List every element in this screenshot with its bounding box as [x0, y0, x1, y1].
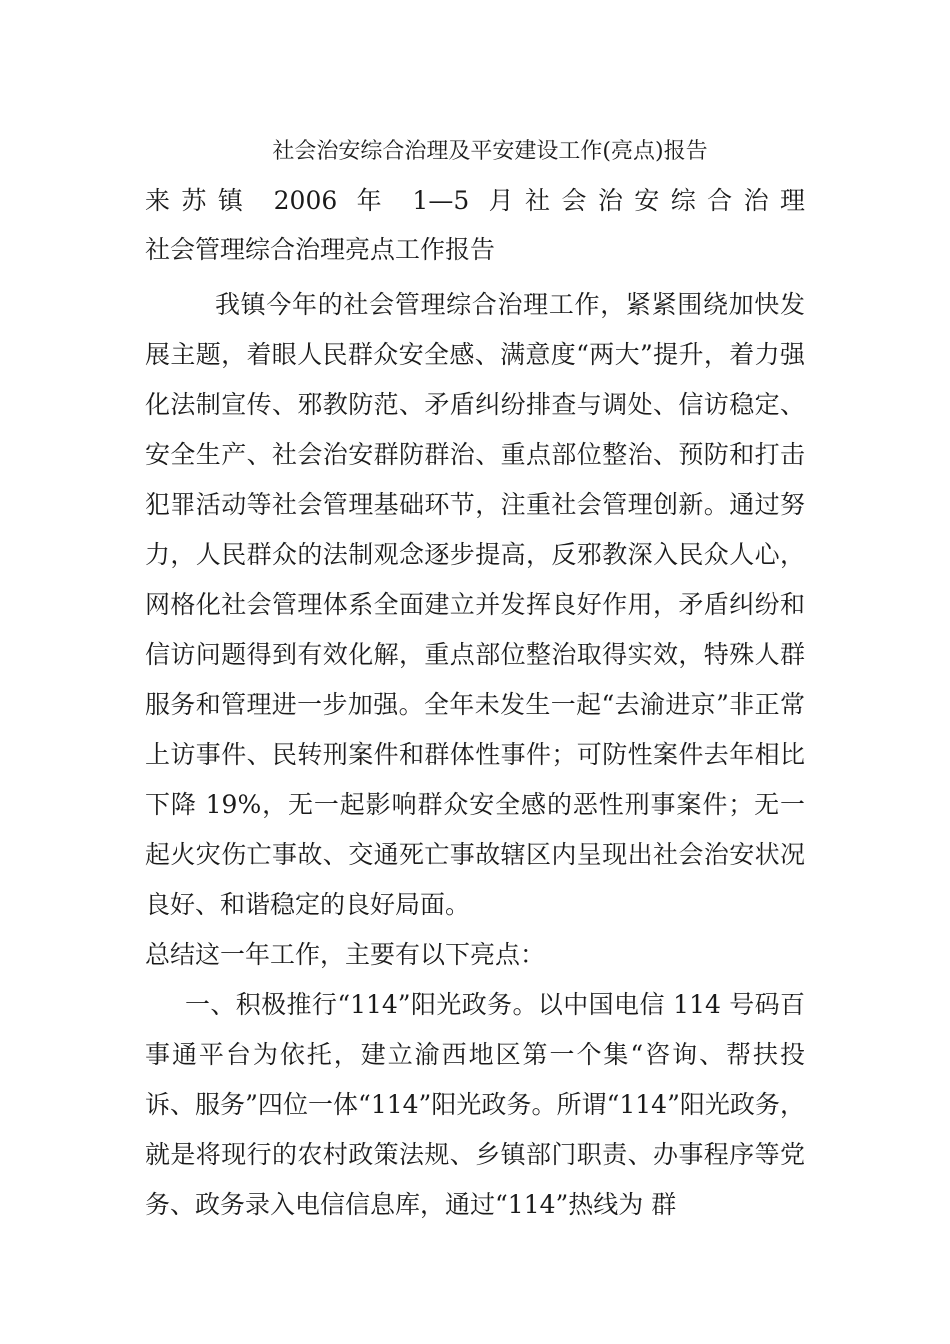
- paragraph-highlight-1: 一、积极推行“114”阳光政务。以中国电信 114 号码百事通平台为依托，建立渝西地区第一个集“咨询、帮扶投诉、服务”四位一体“114”阳光政务。所谓“114”阳光政务，就是将现行的农村政策法规、乡镇部门职责、办事程序等党务、政务录入电信信息库，通过“114”热线为 群: [145, 990, 805, 1219]
- document-title: 社会治安综合治理及平安建设工作(亮点)报告: [272, 139, 708, 164]
- paragraph-highlights-intro: 总结这一年工作，主要有以下亮点：: [145, 940, 546, 969]
- document-subtitle-line-2: 社会管理综合治理亮点工作报告: [145, 235, 496, 264]
- document-body: [145, 280, 805, 1230]
- paragraph-summary: 我镇今年的社会管理综合治理工作，紧紧围绕加快发展主题，着眼人民群众安全感、满意度“两大”提升，着力强化法制宣传、邪教防范、矛盾纠纷排查与调处、信访稳定、安全生产、社会治安群防群治、重点部位整治、预防和打击犯罪活动等社会管理基础环节，注重社会管理创新。通过努力，人民群众的法制观念逐步提高，反邪教深入民众人心，网格化社会管理体系全面建立并发挥良好作用，矛盾纠纷和信访问题得到有效化解，重点部位整治取得实效，特殊人群服务和管理进一步加强。全年未发生一起“去渝进京”非正常上访事件、民转刑案件和群体性事件；可防性案件去年相比下降 19%，无一起影响群众安全感的恶性刑事案件；无一起火灾伤亡事故、交通死亡事故辖区内呈现出社会治安状况良好、和谐稳定的良好局面。: [145, 290, 805, 919]
- document-subtitle-line-1: 来苏镇 2006 年 1—5 月社会治安综合治理: [145, 186, 805, 215]
